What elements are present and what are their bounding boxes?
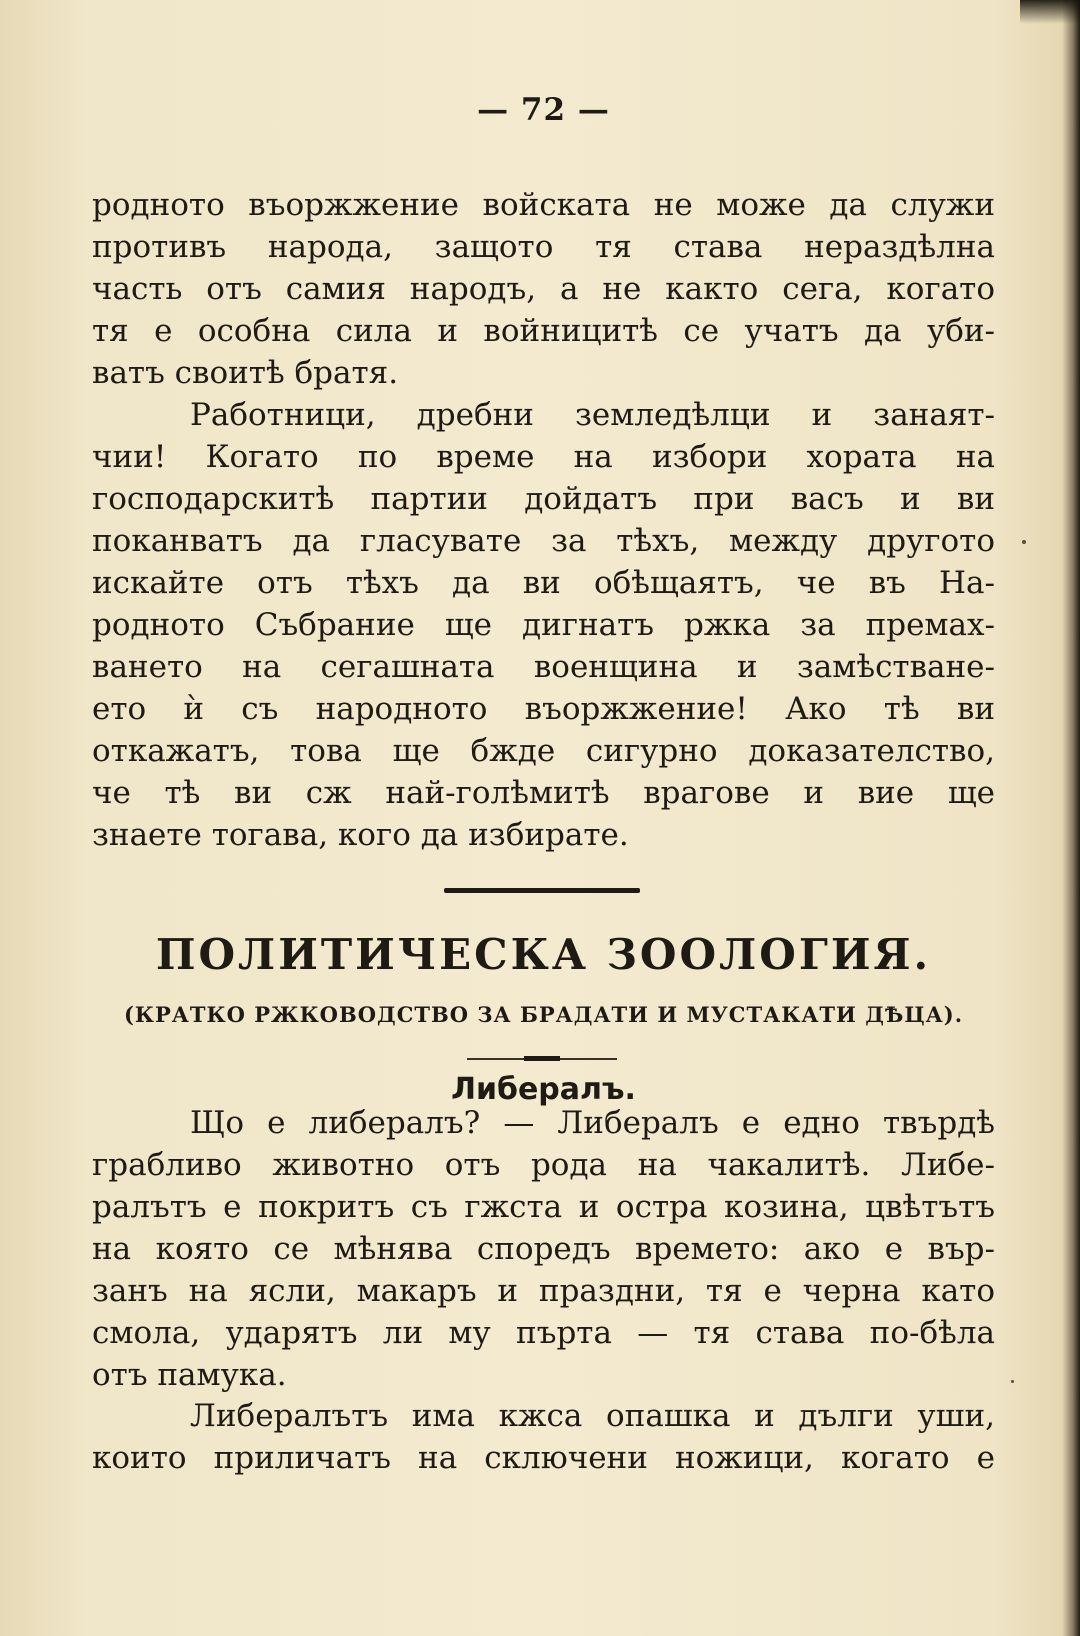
text-line: чии! Когато по време на избори хората на	[92, 439, 995, 475]
paragraph-continued	[92, 184, 995, 394]
text-line: ватъ своитѣ братя.	[92, 355, 399, 391]
text-line: отъ памука.	[92, 1357, 287, 1393]
text-line: часть отъ самия народъ, а не както сега, когато	[92, 271, 995, 307]
section-subheading: (КРАТКО РЖКОВОДСТВО ЗА БРАДАТИ И МУСТАКАТИ ДѢЦА).	[123, 1002, 964, 1027]
text-line: родното въоржжение войската не може да служи	[92, 187, 995, 223]
text-line: грабливо животно отъ рода на чакалитѣ. Либе-	[92, 1147, 995, 1183]
section-divider	[444, 888, 640, 893]
text-line: че тѣ ви сж най-голѣмитѣ врагове и вие ще	[92, 775, 995, 811]
text-line: знаете тогава, кого да избирате.	[92, 817, 629, 853]
subsection-divider-center	[524, 1056, 560, 1061]
text-line: ването на сегашната военщина и замѣстване-	[92, 649, 995, 685]
paragraph-definition	[92, 1102, 995, 1396]
text-line: Що е либералъ? — Либералъ е едно твърдѣ	[190, 1105, 995, 1141]
text-line: поканватъ да гласувате за тѣхъ, между другото	[92, 523, 995, 559]
paragraph-description	[92, 1395, 995, 1479]
page-spine-shadow	[1062, 0, 1080, 1636]
text-line: смола, ударятъ ли му пърта — тя става по-бѣла	[92, 1315, 995, 1351]
text-line: Работници, дребни земледѣлци и занаят-	[190, 397, 995, 433]
text-line: Либералътъ има кжса опашка и дълги уши,	[190, 1398, 995, 1434]
paper-speck	[1011, 1380, 1014, 1383]
text-line: родното Събрание ще дигнатъ ржка за премах-	[92, 607, 995, 643]
text-line: откажатъ, това ще бжде сигурно доказателство,	[92, 733, 995, 769]
text-line: противъ народа, защото тя става нераздѣлна	[92, 229, 995, 265]
page-corner-shadow	[1020, 0, 1080, 24]
text-line: тя е особна сила и войницитѣ се учатъ да уби-	[92, 313, 995, 349]
paper-speck	[1022, 540, 1026, 544]
subsection-title: Либералъ.	[451, 1072, 636, 1107]
text-line: занъ на ясли, макаръ и праздни, тя е черна като	[92, 1273, 995, 1309]
paragraph-appeal	[92, 394, 995, 856]
text-line: на която се мѣнява споредъ времето: ако е вър-	[92, 1231, 995, 1267]
text-line: ралътъ е покритъ съ гжста и остра козина, цвѣтътъ	[92, 1189, 995, 1225]
section-heading: ПОЛИТИЧЕСКА ЗООЛОГИЯ.	[155, 930, 932, 979]
text-line: господарскитѣ партии дойдатъ при васъ и ви	[92, 481, 995, 517]
text-line: искайте отъ тѣхъ да ви обѣщаятъ, че въ На-	[92, 565, 995, 601]
page-number: — 72 —	[477, 92, 610, 128]
text-line: ето ѝ съ народното въоржжение! Ако тѣ ви	[92, 691, 995, 727]
text-line: които приличатъ на сключени ножици, когато е	[92, 1440, 995, 1476]
